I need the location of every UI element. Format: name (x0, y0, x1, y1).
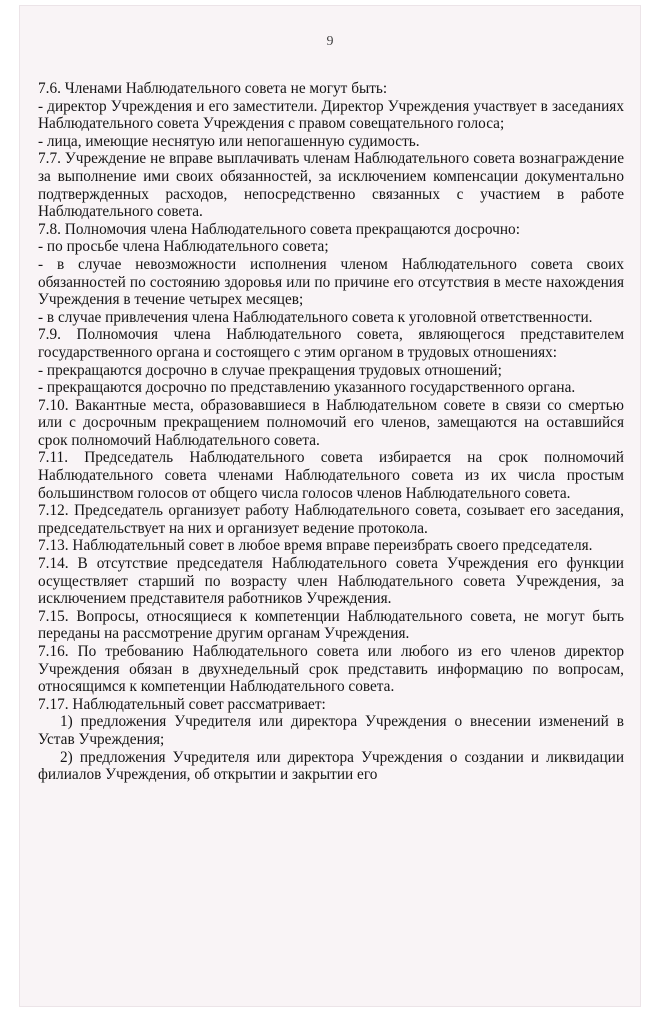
paragraph: - в случае невозможности исполнения членом Наблюдательного совета своих обязанностей по состоянию здоровья или по причине его отсутствия в месте нахождения Учреждения в течение четырех месяцев; (38, 255, 624, 309)
paragraph: 7.12. Председатель организует работу Наблюдательного совета, созывает его заседания, председательствует на них и организует ведение протокола. (38, 502, 624, 537)
document-page (20, 6, 640, 1006)
paragraph: - прекращаются досрочно по представлению указанного государственного органа. (38, 379, 576, 397)
paragraph: 7.8. Полномочия члена Наблюдательного совета прекращаются досрочно: (38, 220, 520, 238)
document-body (38, 80, 624, 784)
paragraph: 7.9. Полномочия члена Наблюдательного совета, являющегося представителем государственного органа и состоящего с этим органом в трудовых отношениях: (38, 326, 624, 361)
page-number: 9 (326, 34, 334, 49)
paragraph: 7.13. Наблюдательный совет в любое время вправе переизбрать своего председателя. (38, 537, 593, 555)
paragraph: 7.17. Наблюдательный совет рассматривает: (38, 695, 326, 713)
paragraph: - лица, имеющие неснятую или непогашенную судимость. (38, 132, 420, 150)
paragraph: - по просьбе члена Наблюдательного совета; (38, 238, 329, 256)
paragraph: 7.11. Председатель Наблюдательного совета избирается на срок полномочий Наблюдательного совета членами Наблюдательного совета из их числа простым большинством голосов от общего числа голосов членов Наблюдательного совета. (38, 449, 624, 502)
paragraph: 7.16. По требованию Наблюдательного совета или любого из его членов директор Учреждения обязан в двухнедельный срок представить информацию по вопросам, относящимся к компетенции Наблюдательного совета. (38, 643, 624, 696)
paragraph: 7.10. Вакантные места, образовавшиеся в Наблюдательном совете в связи со смертью или с досрочным прекращением полномочий его членов, замещаются на оставшийся срок полномочий Наблюдательного совета. (38, 396, 624, 449)
paragraph: 7.15. Вопросы, относящиеся к компетенции Наблюдательного совета, не могут быть переданы на рассмотрение другим органам Учреждения. (38, 607, 624, 643)
paragraph: 7.6. Членами Наблюдательного совета не могут быть: (38, 80, 388, 97)
paragraph: - директор Учреждения и его заместители. Директор Учреждения участвует в заседаниях Наблюдательного совета Учреждения с правом совещательного голоса; (38, 97, 624, 133)
paragraph: 7.7. Учреждение не вправе выплачивать членам Наблюдательного совета вознаграждение за выполнение ими своих обязанностей, за исключением компенсации документально подтвержденных расходов, непосредственно связанных с участием в работе Наблюдательного совета. (38, 150, 624, 221)
list-item: 1) предложения Учредителя или директора Учреждения о внесении изменений в Устав Учреждения; (38, 713, 624, 748)
paragraph: - прекращаются досрочно в случае прекращения трудовых отношений; (38, 361, 502, 379)
paragraph: 7.14. В отсутствие председателя Наблюдательного совета Учреждения его функции осуществляет старший по возрасту член Наблюдательного совета Учреждения, за исключением представителя работников Учреждения. (38, 555, 624, 608)
list-item: 2) предложения Учредителя или директора Учреждения о создании и ликвидации филиалов Учреждения, об открытии и закрытии его (38, 748, 624, 784)
paragraph: - в случае привлечения члена Наблюдательного совета к уголовной ответственности. (38, 308, 593, 326)
